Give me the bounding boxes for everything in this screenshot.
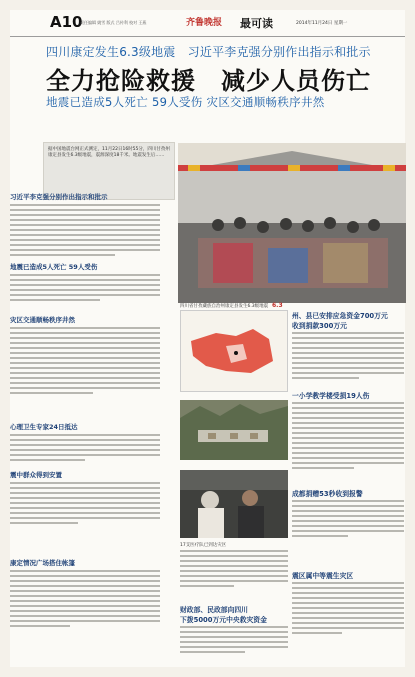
- text-block-6: [10, 570, 160, 630]
- bottom-title-1: 财政部、民政部向四川: [180, 606, 248, 614]
- main-headline: 全力抢险救援 减少人员伤亡: [46, 67, 371, 95]
- lead-text: 据中国地震台网正式测定，11月22日16时55分，四川甘孜州康定县发生6.3级地震，震源深度18千米。地震发生后……: [48, 147, 170, 158]
- editor-line: 责任编辑 姚雪 版式 吕传利 校对 王燕: [80, 20, 147, 25]
- left-section-title-6: 康定情况广场搭住帐篷: [10, 559, 75, 567]
- left-section-title-5: 震中群众得到安置: [10, 471, 62, 479]
- right-section-title-2: 一小学教学楼受损19人伤: [292, 392, 370, 400]
- section-name: 最可读: [240, 17, 273, 30]
- issue-date: 2014年11月24日 星期一: [296, 21, 348, 26]
- valley-illustration: [180, 400, 288, 460]
- epicenter-map: [180, 310, 288, 392]
- bottom-title-1b: 下拨5000万元中央救灾资金: [180, 616, 267, 624]
- sub-headline: 地震已造成5人死亡 59人受伤 灾区交通顺畅秩序井然: [46, 95, 325, 109]
- valley-photo: [180, 400, 288, 460]
- medic-text-block: [180, 550, 288, 590]
- medic-caption: 17支医疗队已到达灾区: [180, 543, 227, 548]
- right-section-title-1: 州、县已安排应急资金700万元: [292, 312, 388, 320]
- right-text-block-1: [292, 332, 404, 382]
- left-section-title-1: 习近平李克强分别作出指示和批示: [10, 193, 108, 201]
- text-block-3: [10, 327, 160, 397]
- page-header: [10, 10, 405, 37]
- tent-illustration: [178, 143, 406, 303]
- map-graphic: [181, 311, 287, 391]
- right-section-title-3: 成都捐赠53秒收到报警: [292, 490, 363, 498]
- text-block-5: [10, 482, 160, 527]
- right-section-title-1b: 收到捐款300万元: [292, 322, 347, 330]
- map-title: 四川省甘孜藏族自治州康定县发生6.3级地震: [180, 304, 269, 309]
- bottom-text-block: [180, 626, 288, 656]
- text-block-1: [10, 204, 160, 259]
- right-text-block-2: [292, 402, 404, 472]
- left-section-title-4: 心理卫生专家24日抵达: [10, 423, 78, 431]
- masthead-logo: 齐鲁晚报: [186, 18, 223, 28]
- text-block-4: [10, 434, 160, 464]
- text-block-2: [10, 274, 160, 304]
- right-text-block-4: [292, 582, 404, 637]
- page-number: A10: [50, 13, 83, 31]
- magnitude-badge: 6.3: [272, 302, 283, 309]
- medic-illustration: [180, 470, 288, 538]
- right-section-title-4: 震区属中等震生灾区: [292, 572, 354, 580]
- left-section-title-2: 地震已造成5人死亡 59人受伤: [10, 263, 98, 271]
- newspaper-page: [10, 10, 405, 667]
- tent-shelter-photo: [178, 143, 406, 303]
- medical-team-photo: [180, 470, 288, 538]
- right-text-block-3: [292, 500, 404, 540]
- left-section-title-3: 灾区交通顺畅秩序井然: [10, 316, 75, 324]
- headline-kicker: 四川康定发生6.3级地震 习近平李克强分别作出指示和批示: [46, 45, 371, 59]
